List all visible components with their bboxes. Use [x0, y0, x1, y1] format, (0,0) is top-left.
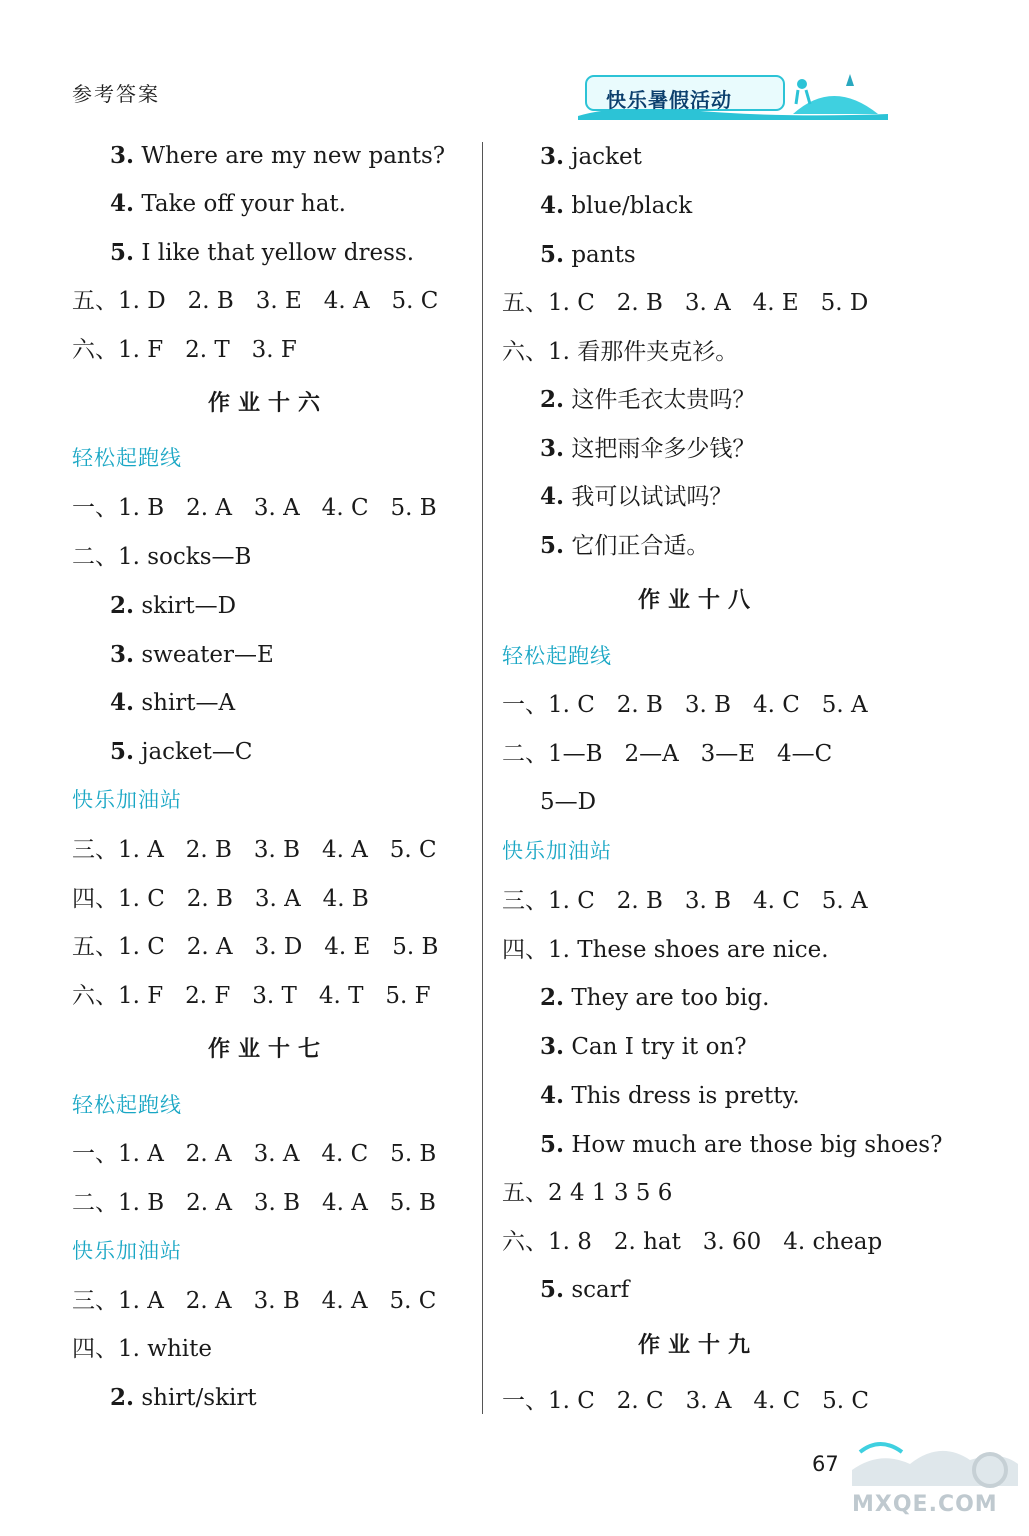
page-number: 67	[812, 1452, 839, 1476]
item-number: 2.	[540, 386, 565, 413]
answer-line: 五、1. C 2. B 3. A 4. E 5. D	[502, 290, 869, 316]
answer-line: 5—D	[540, 789, 597, 815]
answer-line: 六、1. 看那件夹克衫。	[502, 339, 739, 365]
answer-text: jacket—C	[134, 739, 253, 765]
answer-line	[110, 142, 445, 170]
answer-line: 二、1. B 2. A 3. B 4. A 5. B	[72, 1190, 436, 1216]
answer-line: 一、1. A 2. A 3. A 4. C 5. B	[72, 1141, 437, 1167]
answer-text: blue/black	[564, 193, 693, 219]
answer-line	[540, 1276, 629, 1304]
answer-line	[540, 143, 642, 171]
item-number: 4.	[110, 689, 135, 716]
item-number: 5.	[540, 1131, 565, 1158]
subsection-title: 轻松起跑线	[72, 446, 182, 470]
subsection-title: 快乐加油站	[502, 839, 612, 863]
answer-line: 三、1. A 2. A 3. B 4. A 5. C	[72, 1288, 437, 1314]
item-number: 5.	[540, 532, 565, 559]
answer-line	[110, 641, 274, 669]
answer-line	[110, 1384, 257, 1412]
item-number: 2.	[540, 984, 565, 1011]
answer-text: Can I try it on?	[564, 1034, 747, 1060]
answer-line: 五、1. C 2. A 3. D 4. E 5. B	[72, 934, 439, 960]
item-number: 2.	[110, 1384, 135, 1411]
item-number: 4.	[110, 190, 135, 217]
answer-line: 三、1. A 2. B 3. B 4. A 5. C	[72, 837, 437, 863]
answer-line	[540, 483, 732, 511]
answer-text: skirt—D	[134, 593, 237, 619]
answer-text: scarf	[564, 1277, 630, 1303]
subsection-title: 轻松起跑线	[502, 644, 612, 668]
item-number: 3.	[540, 435, 565, 462]
section-heading: 作业十六	[208, 391, 329, 416]
answer-line	[110, 239, 414, 267]
header-label: 参考答案	[72, 82, 160, 106]
answer-text: This dress is pretty.	[564, 1083, 800, 1109]
banner-title: 快乐暑假活动	[606, 88, 732, 112]
answer-line	[540, 192, 692, 220]
answer-line	[110, 738, 252, 766]
answer-line	[540, 1131, 942, 1159]
answer-text: They are too big.	[564, 985, 770, 1011]
item-number: 5.	[540, 1276, 565, 1303]
item-number: 4.	[540, 483, 565, 510]
item-number: 3.	[540, 1033, 565, 1060]
answer-line	[540, 435, 755, 463]
subsection-title: 轻松起跑线	[72, 1093, 182, 1117]
answer-line	[540, 1033, 747, 1061]
item-number: 3.	[110, 641, 135, 668]
item-number: 5.	[110, 239, 135, 266]
item-number: 2.	[110, 592, 135, 619]
answer-text: How much are those big shoes?	[564, 1132, 943, 1158]
answer-line	[540, 984, 769, 1012]
item-number: 3.	[110, 142, 135, 169]
watermark-text: MXQE.COM	[852, 1492, 998, 1517]
answer-line: 三、1. C 2. B 3. B 4. C 5. A	[502, 888, 868, 914]
column-divider	[482, 142, 483, 1414]
answer-line: 二、1—B 2—A 3—E 4—C	[502, 741, 833, 767]
item-number: 4.	[540, 1082, 565, 1109]
answer-text: I like that yellow dress.	[134, 240, 415, 266]
answer-line: 二、1. socks—B	[72, 544, 252, 570]
answer-line: 四、1. white	[72, 1336, 212, 1362]
answer-text: sweater—E	[134, 642, 274, 668]
answer-line	[110, 689, 235, 717]
answer-text: pants	[564, 242, 636, 268]
answer-line	[110, 190, 346, 218]
section-heading: 作业十八	[638, 588, 759, 613]
answer-line: 六、1. 8 2. hat 3. 60 4. cheap	[502, 1229, 883, 1255]
subsection-title: 快乐加油站	[72, 1239, 182, 1263]
section-heading: 作业十九	[638, 1333, 759, 1358]
answer-line: 一、1. C 2. C 3. A 4. C 5. C	[502, 1388, 870, 1414]
answer-line: 四、1. C 2. B 3. A 4. B	[72, 886, 369, 912]
answer-text: 我可以试试吗？	[564, 484, 733, 510]
answer-line	[540, 1082, 800, 1110]
answer-line: 六、1. F 2. F 3. T 4. T 5. F	[72, 983, 431, 1009]
answer-line: 五、1. D 2. B 3. E 4. A 5. C	[72, 288, 439, 314]
item-number: 4.	[540, 192, 565, 219]
answer-text: Take off your hat.	[134, 191, 346, 217]
answer-line	[540, 386, 755, 414]
subsection-title: 快乐加油站	[72, 788, 182, 812]
answer-text: Where are my new pants?	[134, 143, 446, 169]
answer-line: 六、1. F 2. T 3. F	[72, 337, 297, 363]
item-number: 3.	[540, 143, 565, 170]
answer-text: shirt—A	[134, 690, 236, 716]
answer-line	[540, 532, 709, 560]
answer-text: 它们正合适。	[564, 533, 710, 559]
answer-line: 一、1. C 2. B 3. B 4. C 5. A	[502, 692, 868, 718]
answer-text: 这把雨伞多少钱？	[564, 436, 756, 462]
answer-line	[110, 592, 236, 620]
answer-line	[540, 241, 636, 269]
section-heading: 作业十七	[208, 1037, 329, 1062]
answer-text: jacket	[564, 144, 642, 170]
item-number: 5.	[540, 241, 565, 268]
answer-line: 一、1. B 2. A 3. A 4. C 5. B	[72, 495, 437, 521]
answer-text: shirt/skirt	[134, 1385, 257, 1411]
item-number: 5.	[110, 738, 135, 765]
answer-line: 五、2 4 1 3 5 6	[502, 1180, 673, 1206]
answer-line: 四、1. These shoes are nice.	[502, 937, 829, 963]
answer-text: 这件毛衣太贵吗？	[564, 387, 756, 413]
